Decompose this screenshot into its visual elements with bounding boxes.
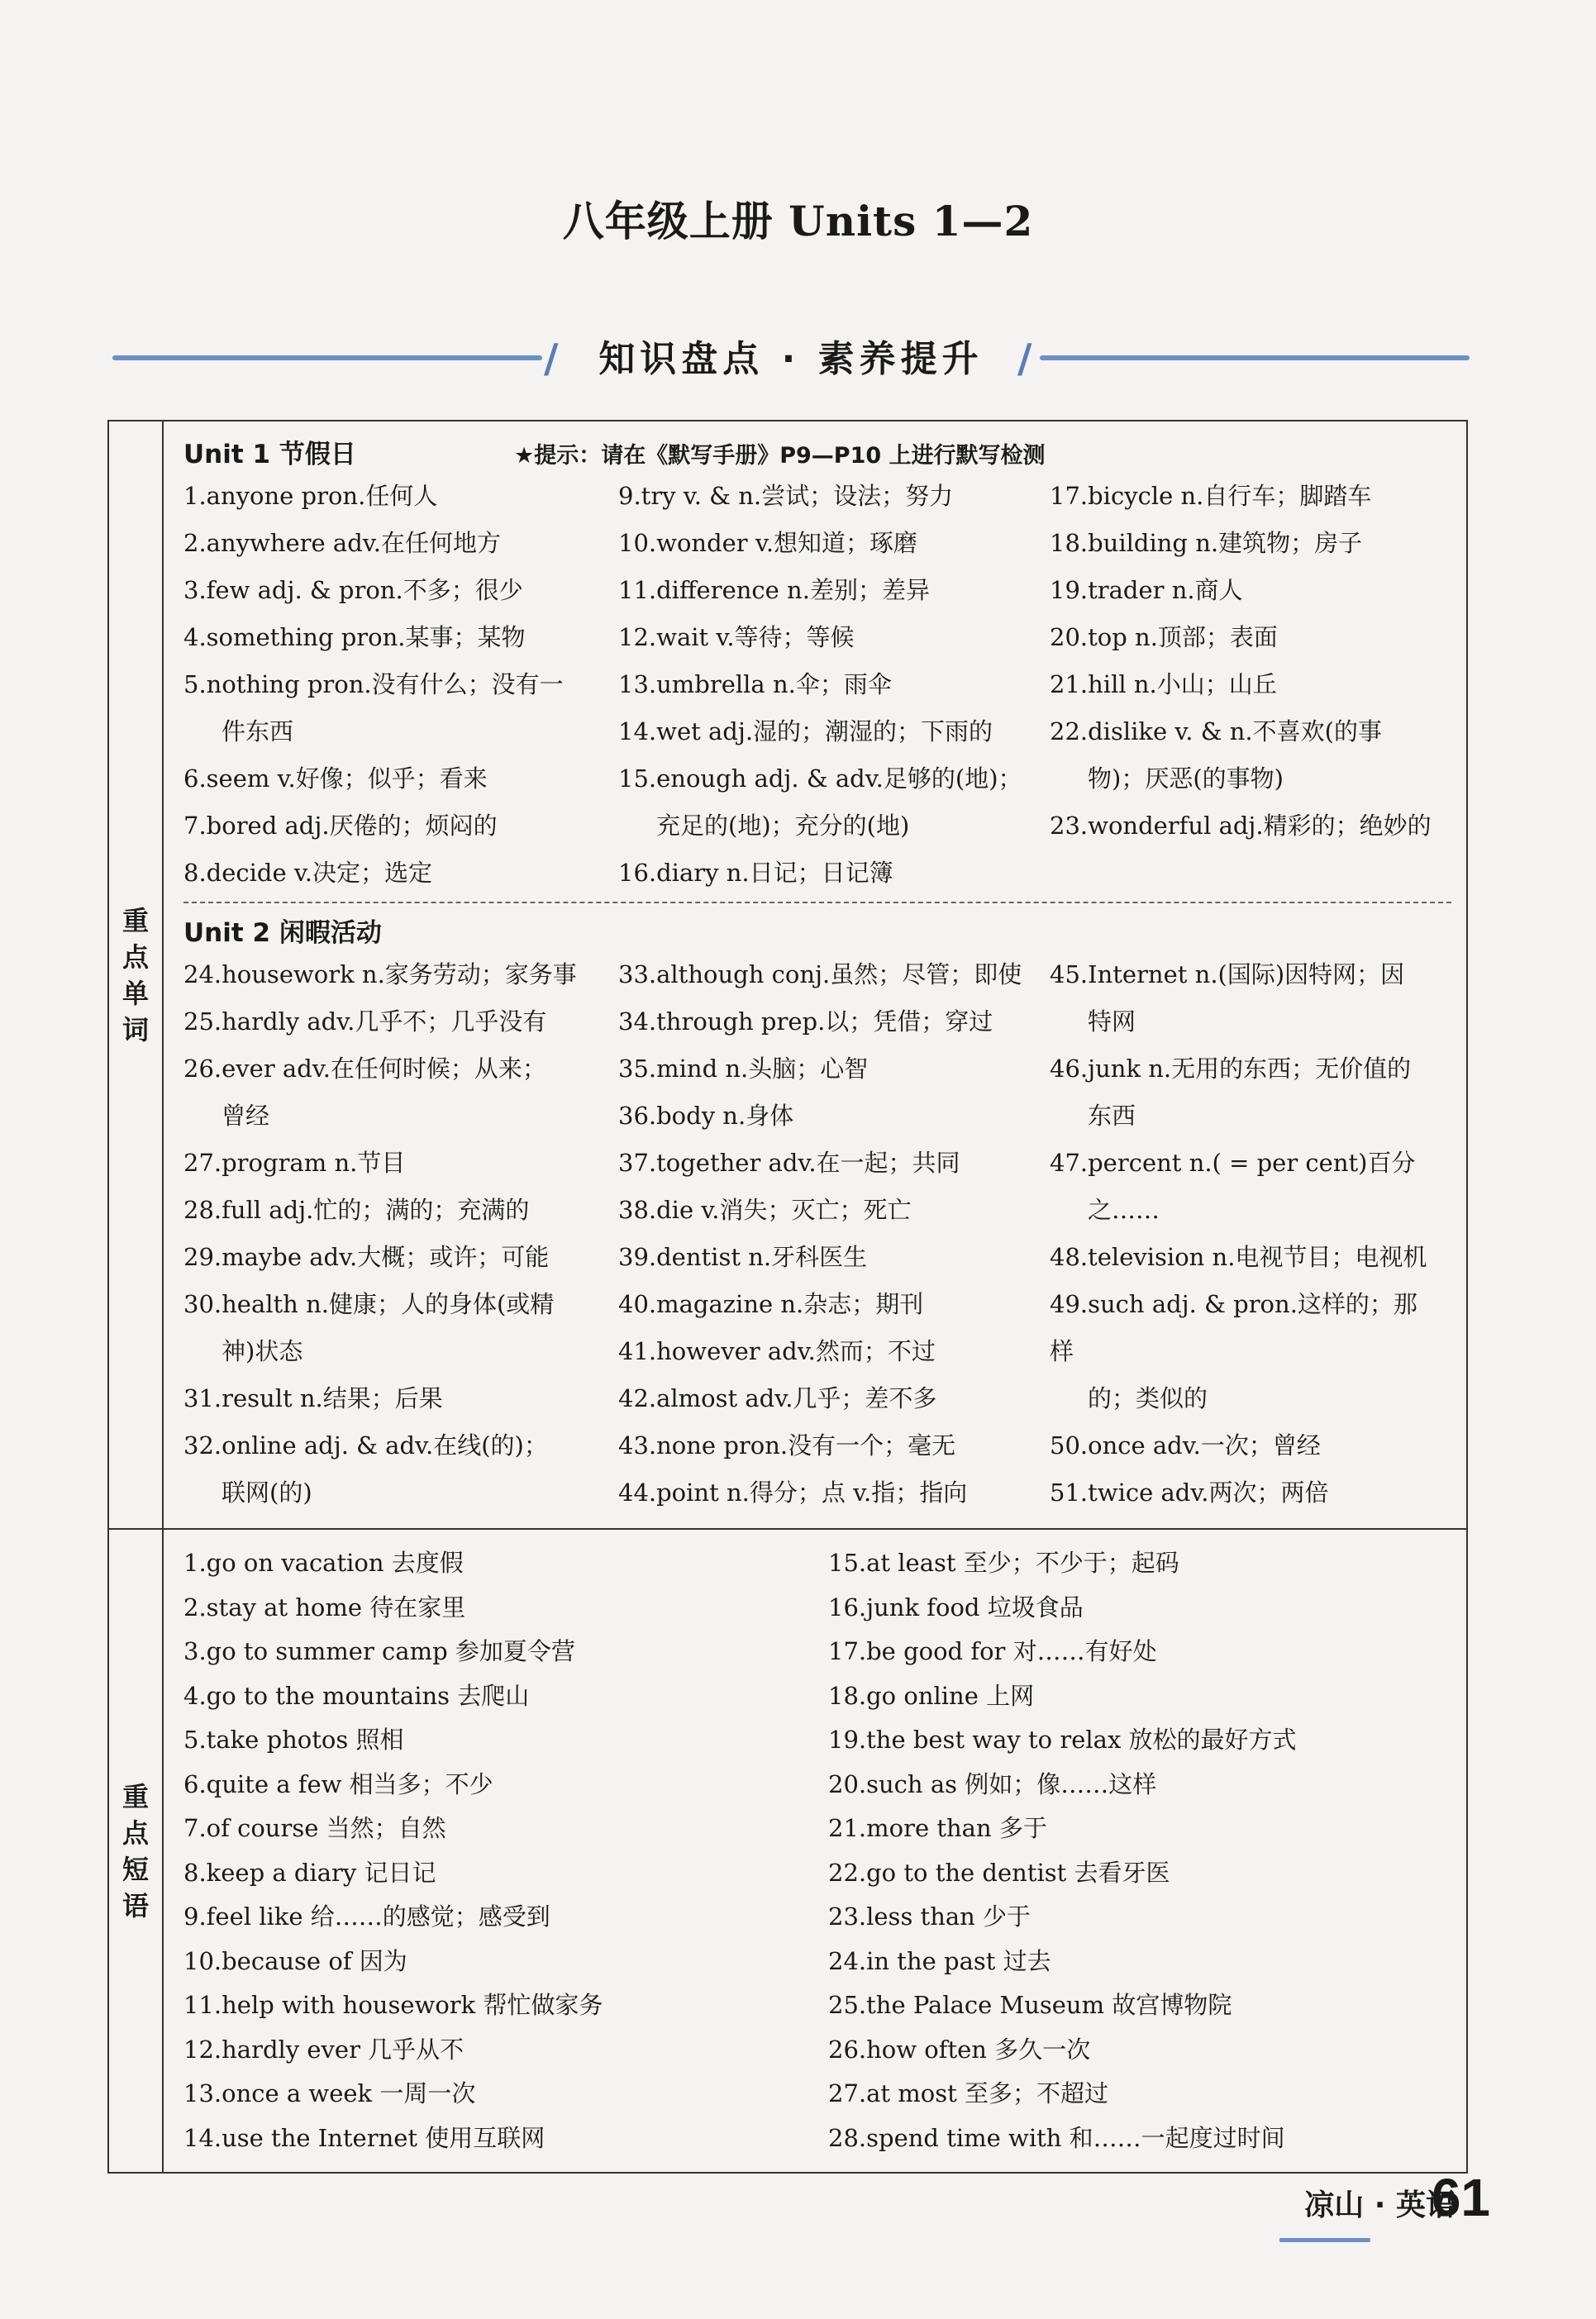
vocab-entry: 16.junk food 垃圾食品 [828,1593,1084,1621]
entry-continuation: 件东西 [222,717,294,745]
vocab-entry: 24.housework n.家务劳动；家务事 [183,960,577,988]
banner-line-right [1040,355,1470,360]
key-words-label: 重点单词 [121,904,149,1045]
vocab-entry: 17.bicycle n.自行车；脚踏车 [1050,482,1372,510]
unit2-title: Unit 2 闲暇活动 [183,918,382,948]
vocab-entry: 15.enough adj. & adv.足够的(地)； [618,764,1022,793]
vocab-entry: 20.such as 例如；像……这样 [828,1769,1157,1798]
key-words-content [164,421,1466,1528]
vocab-entry: 14.use the Internet 使用互联网 [183,2123,545,2152]
vocab-entry: 6.seem v.好像；似乎；看来 [183,764,488,793]
vocab-entry: 25.the Palace Museum 故宫博物院 [828,1991,1232,2019]
vocab-entry: 3.few adj. & pron.不多；很少 [183,576,523,604]
vocab-entry: 21.hill n.小山；山丘 [1050,670,1277,698]
vocab-entry: 47.percent n.( = per cent)百分 [1050,1149,1416,1177]
entry-continuation: 物)；厌恶(的事物) [1088,764,1284,793]
vocab-entry: 14.wet adj.湿的；潮湿的；下雨的 [618,717,993,745]
banner-line-left [112,355,542,360]
footer-region-subject: 凉山 · 英语 [1304,2188,1455,2222]
unit2-col3 [1050,951,1438,1517]
vocab-entry: 23.less than 少于 [828,1902,1031,1931]
vocab-entry: 43.none pron.没有一个；毫无 [618,1431,956,1459]
vocab-entry: 49.such adj. & pron.这样的；那样 [1050,1290,1417,1365]
unit1-col2 [618,473,1050,897]
unit1-block [183,433,1451,897]
vocab-entry: 33.although conj.虽然；尽管；即使 [618,960,1022,988]
footer-underline [1279,2238,1370,2242]
key-words-section [109,421,1466,1528]
vocab-entry: 9.try v. & n.尝试；设法；努力 [618,482,954,510]
vocab-entry: 32.online adj. & adv.在线(的)； [183,1431,548,1459]
vocab-entry: 17.be good for 对……有好处 [828,1637,1157,1665]
vocab-entry: 39.dentist n.牙科医生 [618,1243,868,1271]
vocab-entry: 18.building n.建筑物；房子 [1050,529,1363,557]
vocab-entry: 37.together adv.在一起；共同 [618,1149,960,1177]
vocab-entry: 40.magazine n.杂志；期刊 [618,1290,924,1318]
vocab-entry: 38.die v.消失；灭亡；死亡 [618,1196,912,1224]
vocab-entry: 45.Internet n.(国际)因特网；因 [1050,960,1405,988]
entry-continuation: 的；类似的 [1088,1384,1208,1412]
vocab-entry: 24.in the past 过去 [828,1946,1051,1975]
entry-continuation: 东西 [1088,1102,1136,1130]
vocab-entry: 11.difference n.差别；差异 [618,576,930,604]
vocab-entry: 25.hardly adv.几乎不；几乎没有 [183,1007,547,1036]
vocab-entry: 28.spend time with 和……一起度过时间 [828,2123,1285,2152]
vocab-entry: 15.at least 至少；不少于；起码 [828,1549,1179,1577]
key-phrases-label: 重点短语 [121,1780,149,1921]
vocab-entry: 8.keep a diary 记日记 [183,1858,436,1887]
section-banner [112,329,1470,387]
page-number: 61 [1431,2168,1490,2227]
vocab-entry: 10.wonder v.想知道；琢磨 [618,529,918,557]
vocab-entry: 41.however adv.然而；不过 [618,1337,936,1365]
vocab-entry: 42.almost adv.几乎；差不多 [618,1384,937,1412]
vocab-entry: 20.top n.顶部；表面 [1050,623,1278,651]
vocab-entry: 13.umbrella n.伞；雨伞 [618,670,892,698]
vocab-entry: 2.stay at home 待在家里 [183,1593,466,1621]
vocab-entry: 48.television n.电视节目；电视机 [1050,1243,1427,1271]
unit1-col1 [183,473,618,897]
vocab-entry: 26.how often 多久一次 [828,2035,1091,2064]
vocab-entry: 4.go to the mountains 去爬山 [183,1681,530,1710]
vocab-entry: 8.decide v.决定；选定 [183,859,433,887]
dictation-tip: ★提示：请在《默写手册》P9—P10 上进行默写检测 [514,443,1046,469]
vocab-entry: 12.wait v.等待；等候 [618,623,855,651]
entry-continuation: 之…… [1088,1196,1160,1224]
vocab-entry: 5.take photos 照相 [183,1726,404,1754]
vocab-entry: 34.through prep.以；凭借；穿过 [618,1007,993,1036]
vocab-entry: 46.junk n.无用的东西；无价值的 [1050,1055,1412,1083]
vocab-entry: 21.more than 多于 [828,1814,1047,1842]
unit1-col3 [1050,473,1438,897]
phrases-col1 [183,1541,828,2160]
key-phrases-side [109,1530,164,2172]
key-phrases-content [164,1530,1466,2172]
vocab-entry: 4.something pron.某事；某物 [183,623,526,651]
phrases-col2 [828,1541,1440,2160]
vocab-entry: 30.health n.健康；人的身体(或精 [183,1290,555,1318]
vocab-entry: 7.bored adj.厌倦的；烦闷的 [183,812,498,840]
vocab-entry: 1.anyone pron.任何人 [183,482,438,510]
vocab-entry: 5.nothing pron.没有什么；没有一 [183,670,564,698]
vocab-entry: 6.quite a few 相当多；不少 [183,1769,493,1798]
vocab-entry: 9.feel like 给……的感觉；感受到 [183,1902,550,1931]
vocab-entry: 44.point n.得分；点 v.指；指向 [618,1479,968,1507]
vocab-entry: 19.the best way to relax 放松的最好方式 [828,1726,1297,1754]
vocab-entry: 51.twice adv.两次；两倍 [1050,1479,1329,1507]
entry-continuation: 联网(的) [222,1479,312,1507]
unit2-col1 [183,951,618,1517]
vocab-entry: 7.of course 当然；自然 [183,1814,446,1842]
vocab-entry: 31.result n.结果；后果 [183,1384,443,1412]
vocab-entry: 18.go online 上网 [828,1681,1035,1710]
banner-slash-left: / [544,336,559,382]
key-words-side [109,421,164,1528]
vocab-entry: 28.full adj.忙的；满的；充满的 [183,1196,530,1224]
vocab-entry: 35.mind n.头脑；心智 [618,1055,869,1083]
vocab-entry: 27.at most 至多；不超过 [828,2079,1108,2107]
entry-continuation: 神)状态 [222,1337,303,1365]
vocab-entry: 50.once adv.一次；曾经 [1050,1431,1321,1459]
vocab-entry: 10.because of 因为 [183,1946,407,1975]
banner-slash-right: / [1017,336,1032,382]
vocab-entry: 26.ever adv.在任何时候；从来； [183,1055,546,1083]
vocab-entry: 22.go to the dentist 去看牙医 [828,1858,1170,1887]
unit1-title: Unit 1 节假日 [183,440,356,469]
vocab-entry: 1.go on vacation 去度假 [183,1549,464,1577]
page-title: 八年级上册 Units 1—2 [562,197,1034,245]
vocab-entry: 36.body n.身体 [618,1102,794,1130]
vocab-entry: 27.program n.节目 [183,1149,406,1177]
vocab-entry: 29.maybe adv.大概；或许；可能 [183,1243,550,1271]
entry-continuation: 特网 [1088,1007,1136,1036]
vocab-entry: 16.diary n.日记；日记簿 [618,859,893,887]
banner-title: 知识盘点 · 素养提升 [598,338,984,380]
vocab-entry: 13.once a week 一周一次 [183,2079,476,2107]
key-phrases-section [109,1528,1466,2172]
vocabulary-table [107,420,1468,2174]
vocab-entry: 22.dislike v. & n.不喜欢(的事 [1050,717,1382,745]
vocab-entry: 23.wonderful adj.精彩的；绝妙的 [1050,812,1432,840]
entry-continuation: 曾经 [222,1102,270,1130]
unit2-block [183,902,1451,1517]
vocab-entry: 19.trader n.商人 [1050,576,1243,604]
unit2-col2 [618,951,1050,1517]
vocab-entry: 3.go to summer camp 参加夏令营 [183,1637,575,1665]
vocab-entry: 2.anywhere adv.在任何地方 [183,529,501,557]
vocab-entry: 11.help with housework 帮忙做家务 [183,1991,603,2019]
vocab-entry: 12.hardly ever 几乎从不 [183,2035,465,2064]
entry-continuation: 充足的(地)；充分的(地) [656,812,910,840]
